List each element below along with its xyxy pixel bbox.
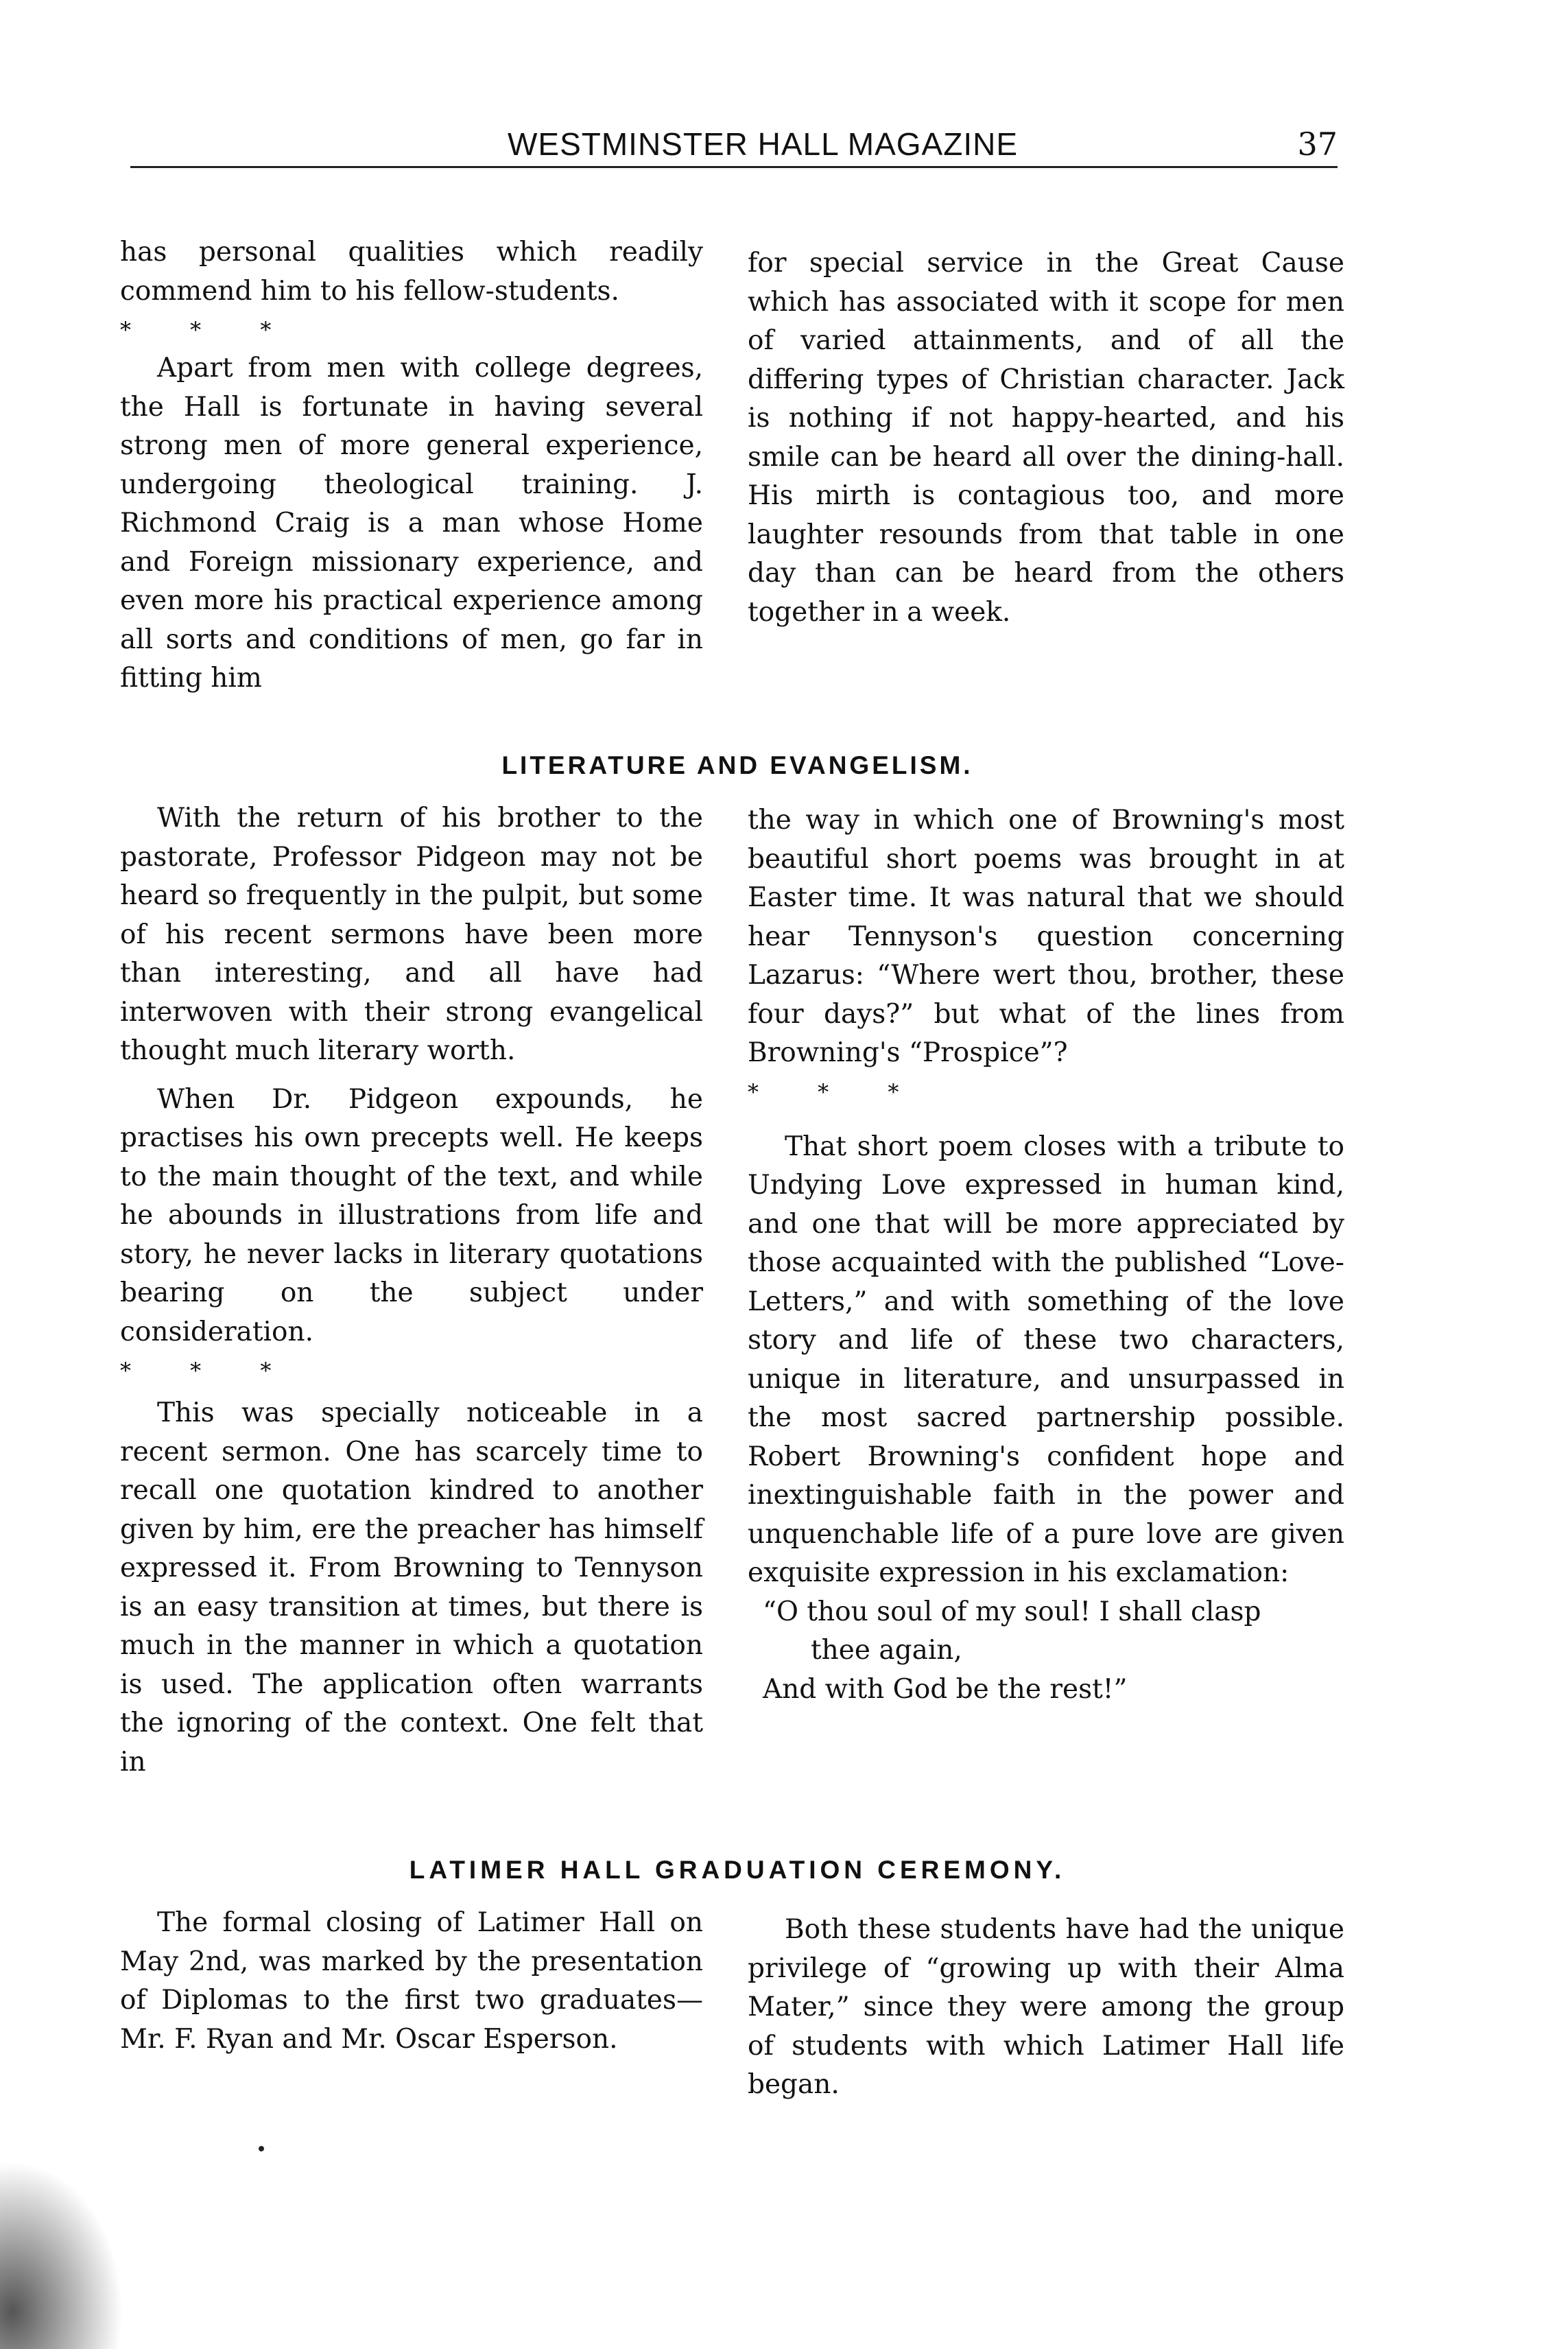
paragraph: the way in which one of Browning's most beautiful short poems was brought in at Easter time. It was natural that we should hear Tennyson's question concerning Lazarus: “Where wert thou, brother, these four days?” but what of the lines from Browning's “Prospice”?: [748, 805, 1344, 1068]
scan-edge-shadow: [0, 2161, 123, 2349]
paragraph: Apart from men with college degrees, the Hall is fortunate in having several strong men of more general experience, undergoing theological training. J. Richmond Craig is a man whose Home and Foreign missionary experience, and even more his practical experience among all sorts and conditions of men, go far in fitting him: [120, 353, 703, 694]
section-divider-stars: * * *: [120, 317, 298, 343]
paragraph: The formal closing of Latimer Hall on May 2nd, was marked by the presentation of Diplomas to the first two graduates—Mr. F. Ryan and Mr. Oscar Esperson.: [120, 1907, 703, 2055]
poem-line: And with God be the rest!”: [763, 1673, 1128, 1705]
poem-quote: [748, 1593, 1344, 1710]
top-left-column: [120, 233, 703, 698]
paragraph: With the return of his brother to the pastorate, Professor Pidgeon may not be heard so frequently in the pulpit, but some of his recent sermons have been more than interesting, and all have had interwoven with their strong evangelical thought much literary worth.: [120, 803, 703, 1066]
header-rule: [130, 166, 1338, 168]
page-number: 37: [1290, 123, 1338, 165]
section-divider-stars: * * *: [120, 1358, 298, 1384]
paragraph: Both these students have had the unique privilege of “growing up with their Alma Mater,” since they were among the group of students with which Latimer Hall life began.: [748, 1914, 1344, 2100]
magazine-title: WESTMINSTER HALL MAGAZINE: [425, 123, 1100, 165]
paragraph: for special service in the Great Cause which has associated with it scope for men of varied attainments, and of all the differing types of Christian character. Jack is nothing if not happy-hearted, and his smile can be heard all over the dining-hall. His mirth is contagious too, and more laughter resounds from that table in one day than can be heard from the others together in a week.: [748, 248, 1344, 628]
page-header: [130, 123, 1338, 178]
latimer-left-column: [120, 1904, 703, 2059]
latimer-right-column: [748, 1911, 1344, 2105]
top-right-column: [748, 244, 1344, 632]
paragraph: When Dr. Pidgeon expounds, he practises his own precepts well. He keeps to the main thought of the text, and while he abounds in illustrations from life and story, he never lacks in literary quotations bearing on the subject under consideration.: [120, 1083, 703, 1347]
poem-line: thee again,: [811, 1635, 962, 1666]
poem-line: “O thou soul of my soul! I shall clasp: [763, 1596, 1261, 1627]
section-heading-literature: LITERATURE AND EVANGELISM.: [501, 751, 973, 779]
paragraph: has personal qualities which readily commend him to his fellow-students.: [120, 237, 703, 307]
literature-left-column: [120, 799, 703, 1782]
section-divider-stars: * * *: [748, 1078, 925, 1105]
paragraph: That short poem closes with a tribute to Undying Love expressed in human kind, and one that will be more appreciated by those acquainted with the published “Love-Letters,” and with something of the love story and life of these two characters, unique in literature, and unsurpassed in the most sacred partnership possible. Robert Browning's confident hope and inextinguishable faith in the power and unquenchable life of a pure love are given exquisite expression in his exclamation:: [748, 1131, 1344, 1588]
paragraph: This was specially noticeable in a recent sermon. One has scarcely time to recall one quotation kindred to another given by him, ere the preacher has himself expressed it. From Browning to Tennyson is an easy transition at times, but there is much in the manner in which a quotation is used. The application often warrants the ignoring of the context. One felt that in: [120, 1397, 703, 1778]
section-heading-latimer: LATIMER HALL GRADUATION CEREMONY.: [409, 1856, 1066, 1884]
ink-dot: [259, 2146, 264, 2151]
literature-right-column: [748, 801, 1344, 1709]
